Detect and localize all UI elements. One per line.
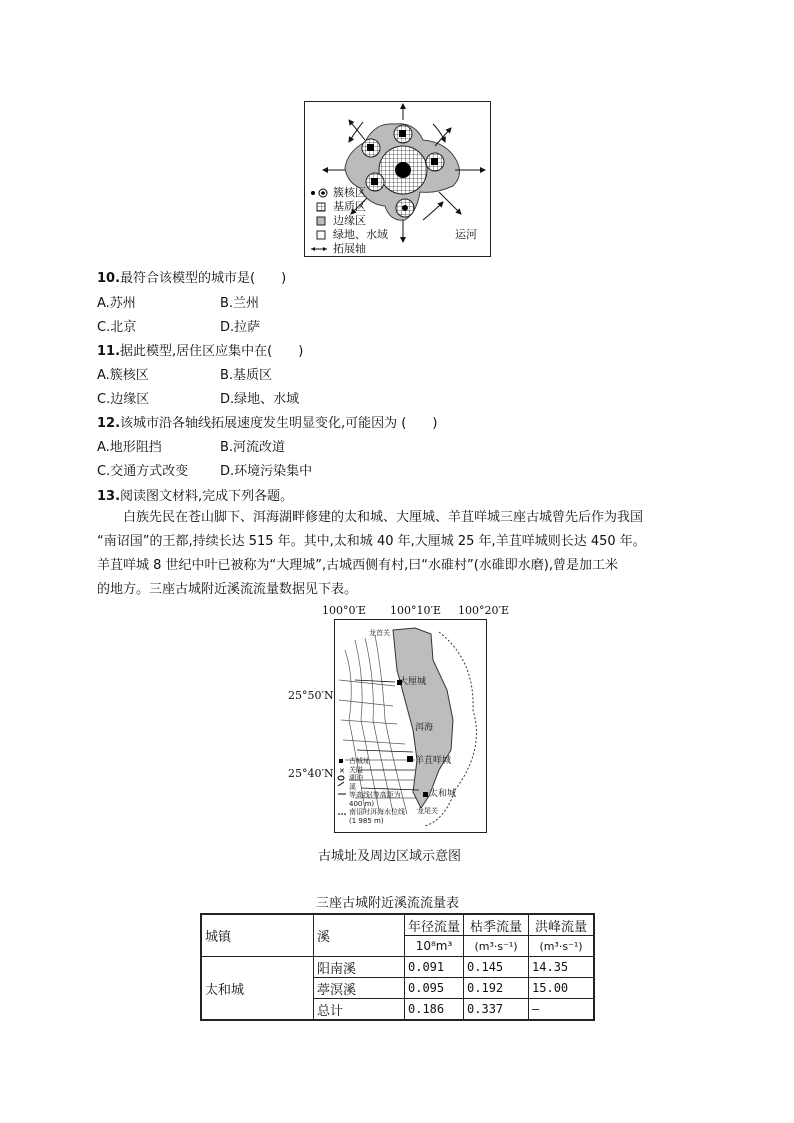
unit-annual: 10⁸m³ (405, 936, 464, 957)
question-10 (97, 267, 286, 286)
header-town: 城镇 (201, 914, 314, 957)
model-legend (333, 186, 388, 256)
lon-label-100-20: 100°20′E (458, 604, 510, 617)
label-dali-old-city: 大厘城 (399, 677, 427, 687)
canal-label: 运河 (455, 228, 477, 241)
question-number: 13. (97, 489, 121, 504)
passage-line: 的地方。三座古城附近溪流流量数据见下表。 (97, 582, 358, 597)
option-10d: D.拉萨 (220, 320, 261, 335)
passage-line: 羊苴咩城 8 世纪中叶已被称为“大理城”,古城西侧有村,曰“水碓村”(水碓即水磨),曾是加工米 (97, 558, 619, 573)
cell-stream: 阳南溪 (314, 957, 405, 978)
question-number: 12. (97, 416, 121, 431)
passage (97, 506, 697, 602)
table-row (201, 957, 594, 978)
label-yangjumie: 羊苴咩城 (415, 756, 452, 766)
question-12 (97, 412, 437, 431)
unit-dry: (m³·s⁻¹) (464, 936, 529, 957)
cell-town: 太和城 (201, 957, 314, 1021)
cell-annual: 0.095 (405, 978, 464, 999)
label-erhai: 洱海 (415, 723, 434, 733)
label-longshou-pass: 龙首关 (369, 629, 390, 637)
option-11a: A.簇核区 (97, 368, 149, 383)
cell-dry: 0.192 (464, 978, 529, 999)
question-number: 10. (97, 271, 121, 286)
table-title: 三座古城附近溪流流量表 (316, 896, 460, 911)
cell-annual: 0.186 (405, 999, 464, 1021)
option-10b: B.兰州 (220, 296, 260, 311)
legend-contour: 等高线(等高距为400 m) (349, 791, 401, 808)
lat-label-25-50: 25°50′N (288, 689, 334, 702)
cell-dry: 0.145 (464, 957, 529, 978)
header-stream: 溪 (314, 914, 405, 957)
legend-lake: 湖泊 (349, 774, 363, 782)
cell-dry: 0.337 (464, 999, 529, 1021)
legend-core: 簇核区 (333, 186, 366, 199)
option-10c: C.北京 (97, 320, 137, 335)
cell-flood: 14.35 (529, 957, 595, 978)
header-flood: 洪峰流量 (529, 914, 595, 936)
passage-line: “南诏国”的王都,持续长达 515 年。其中,太和城 40 年,大厘城 25 年,羊苴咩城则长达 450 年。 (97, 534, 646, 549)
lon-label-100-10: 100°10′E (390, 604, 442, 617)
option-12b: B.河流改道 (220, 440, 286, 455)
option-12a: A.地形阻挡 (97, 440, 162, 455)
legend-matrix: 基质区 (333, 200, 366, 213)
cell-flood: 15.00 (529, 978, 595, 999)
question-text: 该城市沿各轴线拓展速度发生明显变化,可能因为 ( ) (120, 416, 438, 431)
svg-text:✕: ✕ (339, 767, 345, 775)
legend-green: 绿地、水域 (333, 228, 388, 241)
header-annual: 年径流量 (405, 914, 464, 936)
question-text: 最符合该模型的城市是( ) (120, 271, 287, 286)
cell-stream: 总计 (314, 999, 405, 1021)
legend-pass: 关隘 (349, 765, 363, 774)
option-12d: D.环境污染集中 (220, 464, 313, 479)
stream-flow-table (200, 913, 595, 1021)
lat-label-25-40: 25°40′N (288, 767, 334, 780)
legend-stream: 溪 (349, 782, 356, 791)
cell-annual: 0.091 (405, 957, 464, 978)
passage-line: 白族先民在苍山脚下、洱海湖畔修建的太和城、大厘城、羊苴咩城三座古城曾先后作为我国 (123, 510, 644, 525)
legend-water-line: 南诏时洱海水位线(1 985 m) (349, 808, 405, 825)
label-taihe: 太和城 (429, 789, 457, 799)
header-dry: 枯季流量 (464, 914, 529, 936)
unit-flood: (m³·s⁻¹) (529, 936, 595, 957)
table-header-row (201, 914, 594, 936)
option-11d: D.绿地、水域 (220, 392, 300, 407)
question-11 (97, 340, 303, 359)
option-11b: B.基质区 (220, 368, 273, 383)
map-caption: 古城址及周边区域示意图 (318, 849, 462, 864)
legend-edge: 边缘区 (333, 214, 366, 227)
question-number: 11. (97, 344, 121, 359)
city-model-figure (304, 101, 491, 257)
question-text: 据此模型,居住区应集中在( ) (120, 344, 304, 359)
option-12c: C.交通方式改变 (97, 464, 189, 479)
label-longwei-pass: 龙尾关 (417, 807, 438, 815)
option-11c: C.边缘区 (97, 392, 150, 407)
legend-city-site: 古城址 (349, 757, 370, 765)
cell-flood: — (529, 999, 595, 1021)
lon-label-100-0: 100°0′E (322, 604, 367, 617)
question-13 (97, 485, 293, 504)
cell-stream: 葶溟溪 (314, 978, 405, 999)
map-legend (349, 757, 405, 825)
question-text: 阅读图文材料,完成下列各题。 (120, 489, 294, 504)
option-10a: A.苏州 (97, 296, 136, 311)
legend-axis: 拓展轴 (333, 242, 366, 255)
dali-map (334, 619, 487, 833)
